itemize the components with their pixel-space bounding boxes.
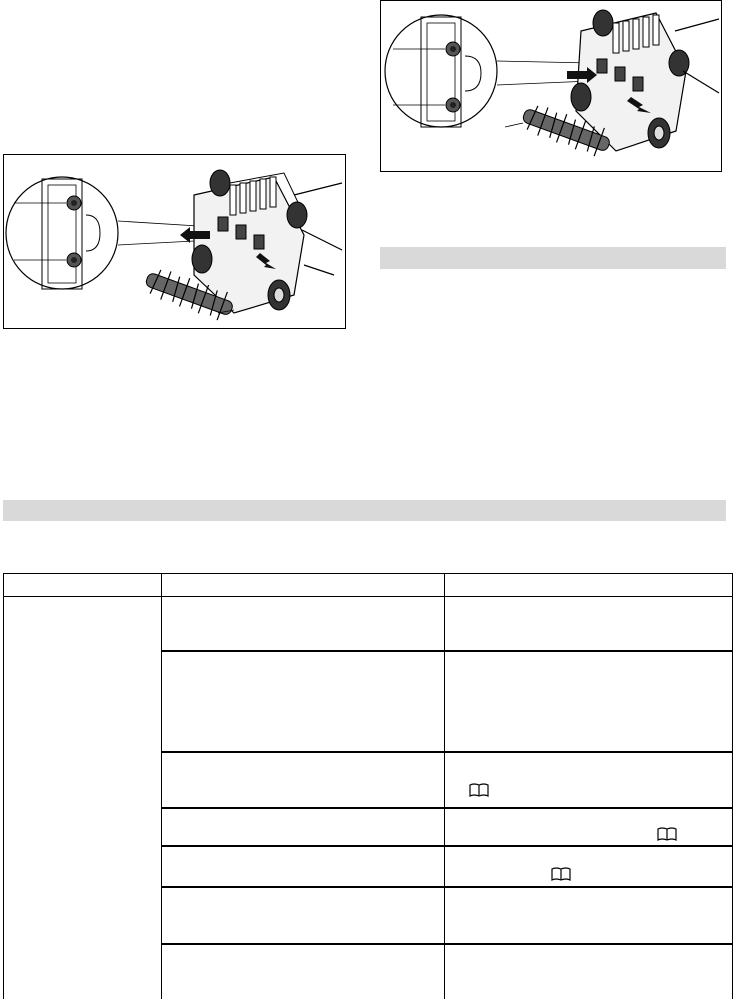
table-row [3, 945, 733, 999]
manual-book-icon [469, 783, 489, 797]
mower-brush-illustration-icon [381, 1, 721, 171]
table-row [3, 753, 733, 807]
table-row [3, 888, 733, 943]
troubleshooting-table [3, 573, 733, 999]
manual-book-icon [657, 827, 677, 841]
table-row [3, 809, 733, 845]
table-row [3, 597, 733, 650]
table-row [3, 652, 733, 751]
mower-brush-illustration-icon [4, 155, 345, 328]
manual-book-icon [551, 867, 571, 881]
table-row [3, 847, 733, 886]
section-heading-right [380, 247, 726, 269]
figure-right [380, 0, 722, 172]
section-heading-full [3, 500, 726, 521]
figure-left [3, 154, 346, 329]
